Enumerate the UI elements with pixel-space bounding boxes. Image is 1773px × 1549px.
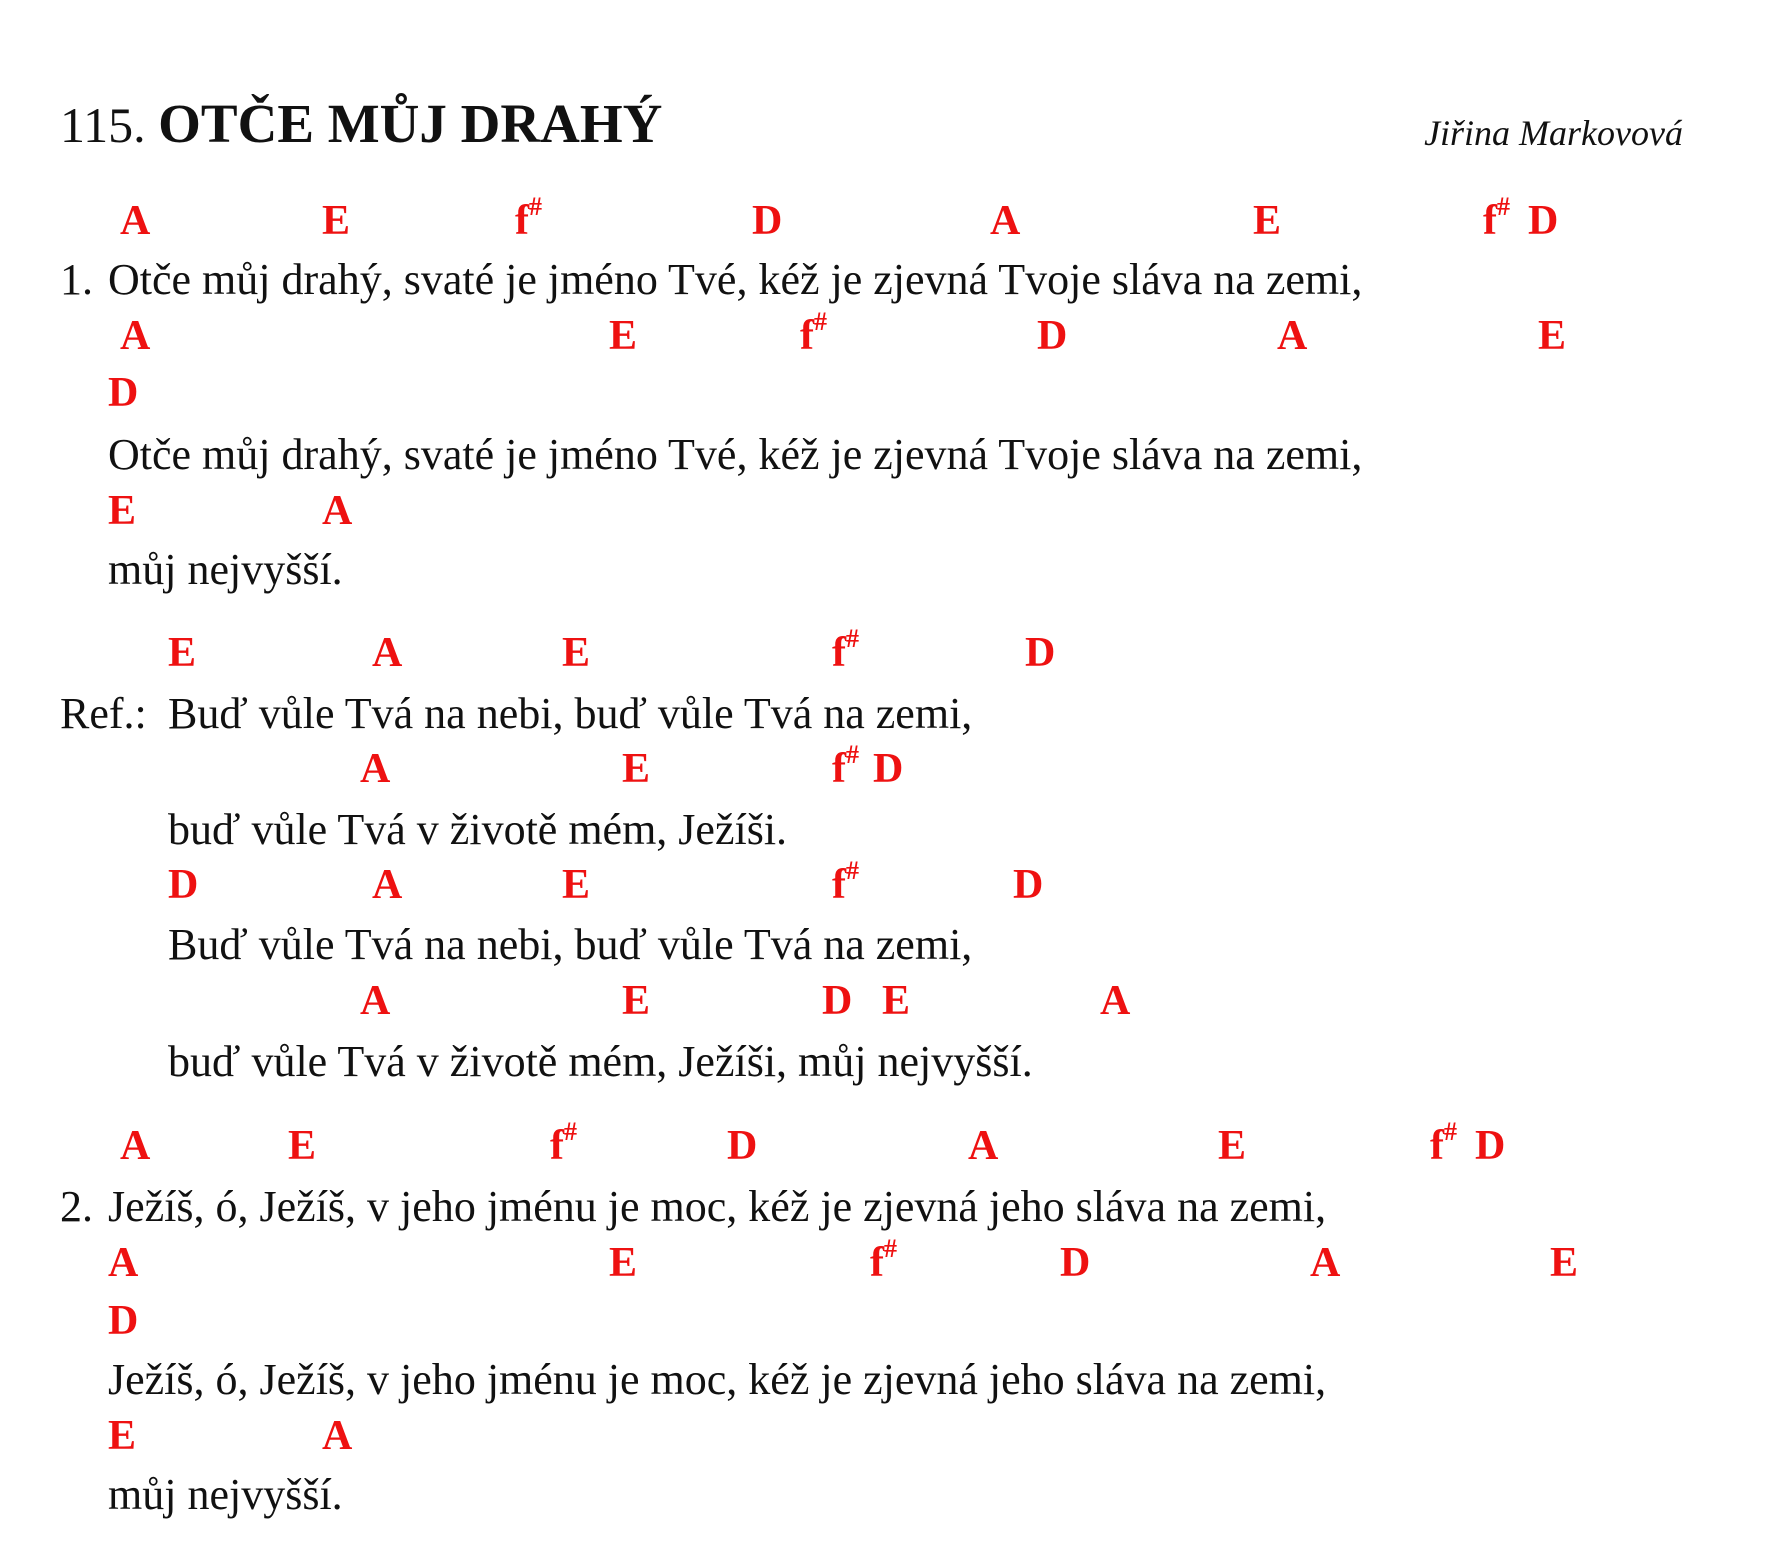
chord-d: D: [752, 198, 783, 244]
chord-e: E: [168, 630, 197, 676]
chord-d: D: [1025, 630, 1056, 676]
chord-row: [0, 307, 1773, 375]
lyric-line: buď vůle Tvá v životě mém, Ježíši, můj nejvyšší.: [168, 1037, 1033, 1086]
chord-a: A: [968, 1123, 999, 1169]
chord-d: D: [873, 746, 904, 792]
chord-f-sharp: f#: [832, 856, 859, 908]
song-title: OTČE MŮJ DRAHÝ: [158, 93, 663, 154]
chord-f-sharp: f#: [1430, 1117, 1457, 1169]
chord-e: E: [562, 862, 591, 908]
chord-a: A: [1310, 1240, 1341, 1286]
lyric-line: můj nejvyšší.: [108, 1470, 343, 1519]
chord-e: E: [609, 1240, 638, 1286]
chord-d: D: [1475, 1123, 1506, 1169]
chord-a: A: [120, 198, 151, 244]
lyric-line: Otče můj drahý, svaté je jméno Tvé, kéž je zjevná Tvoje sláva na zemi,: [108, 430, 1363, 479]
chord-e: E: [108, 1413, 137, 1459]
lyric-line: Buď vůle Tvá na nebi, buď vůle Tvá na zemi,: [168, 689, 973, 738]
chord-f-sharp: f#: [832, 740, 859, 792]
chord-d: D: [1013, 862, 1044, 908]
chord-d: D: [1037, 313, 1068, 359]
chord-f-sharp: f#: [800, 307, 827, 359]
chord-e: E: [108, 488, 137, 534]
chord-a: A: [322, 1413, 353, 1459]
chord-row: [0, 1300, 1773, 1360]
chord-a: A: [1100, 978, 1131, 1024]
chord-e: E: [622, 978, 651, 1024]
lyric-line: můj nejvyšší.: [108, 545, 343, 594]
lyric-line: Ježíš, ó, Ježíš, v jeho jménu je moc, kéž je zjevná jeho sláva na zemi,: [108, 1182, 1327, 1231]
chord-e: E: [288, 1123, 317, 1169]
chord-row: [0, 192, 1773, 260]
verse-label: 1.: [60, 255, 93, 304]
chord-e: E: [562, 630, 591, 676]
chord-d: D: [168, 862, 199, 908]
song-heading: [60, 92, 662, 155]
song-number: 115.: [60, 97, 146, 153]
chord-d: D: [727, 1123, 758, 1169]
chord-a: A: [322, 488, 353, 534]
refrain-label: Ref.:: [60, 689, 147, 738]
chord-a: A: [372, 630, 403, 676]
chord-row: [0, 1234, 1773, 1302]
chord-e: E: [1218, 1123, 1247, 1169]
chord-a: A: [120, 1123, 151, 1169]
chord-f-sharp: f#: [515, 192, 542, 244]
chord-row: [0, 740, 1773, 808]
chord-d: D: [1060, 1240, 1091, 1286]
lyric-line: Otče můj drahý, svaté je jméno Tvé, kéž je zjevná Tvoje sláva na zemi,: [108, 255, 1363, 304]
song-author: Jiřina Markovová: [1424, 113, 1683, 153]
chord-d: D: [1528, 198, 1559, 244]
lyric-line: Ježíš, ó, Ježíš, v jeho jménu je moc, kéž je zjevná jeho sláva na zemi,: [108, 1355, 1327, 1404]
chord-e: E: [1253, 198, 1282, 244]
chord-a: A: [360, 978, 391, 1024]
chord-f-sharp: f#: [550, 1117, 577, 1169]
chord-e: E: [882, 978, 911, 1024]
chord-f-sharp: f#: [832, 624, 859, 676]
chord-row: [0, 372, 1773, 432]
chord-f-sharp: f#: [1483, 192, 1510, 244]
chord-f-sharp: f#: [870, 1234, 897, 1286]
chord-e: E: [1550, 1240, 1579, 1286]
chord-row: [0, 490, 1773, 550]
chord-a: A: [120, 313, 151, 359]
chord-row: [0, 1117, 1773, 1185]
chord-e: E: [622, 746, 651, 792]
chord-a: A: [372, 862, 403, 908]
chord-row: [0, 980, 1773, 1040]
chord-a: A: [990, 198, 1021, 244]
chord-a: A: [360, 746, 391, 792]
chord-a: A: [108, 1240, 139, 1286]
chord-e: E: [322, 198, 351, 244]
chord-e: E: [609, 313, 638, 359]
lyric-line: buď vůle Tvá v životě mém, Ježíši.: [168, 805, 788, 854]
lyric-line: Buď vůle Tvá na nebi, buď vůle Tvá na zemi,: [168, 920, 973, 969]
chord-row: [0, 624, 1773, 692]
chord-e: E: [1538, 313, 1567, 359]
chord-row: [0, 1415, 1773, 1475]
chord-d: D: [108, 370, 139, 416]
verse-label: 2.: [60, 1182, 93, 1231]
chord-d: D: [822, 978, 853, 1024]
chord-d: D: [108, 1298, 139, 1344]
chord-row: [0, 856, 1773, 924]
chord-a: A: [1277, 313, 1308, 359]
